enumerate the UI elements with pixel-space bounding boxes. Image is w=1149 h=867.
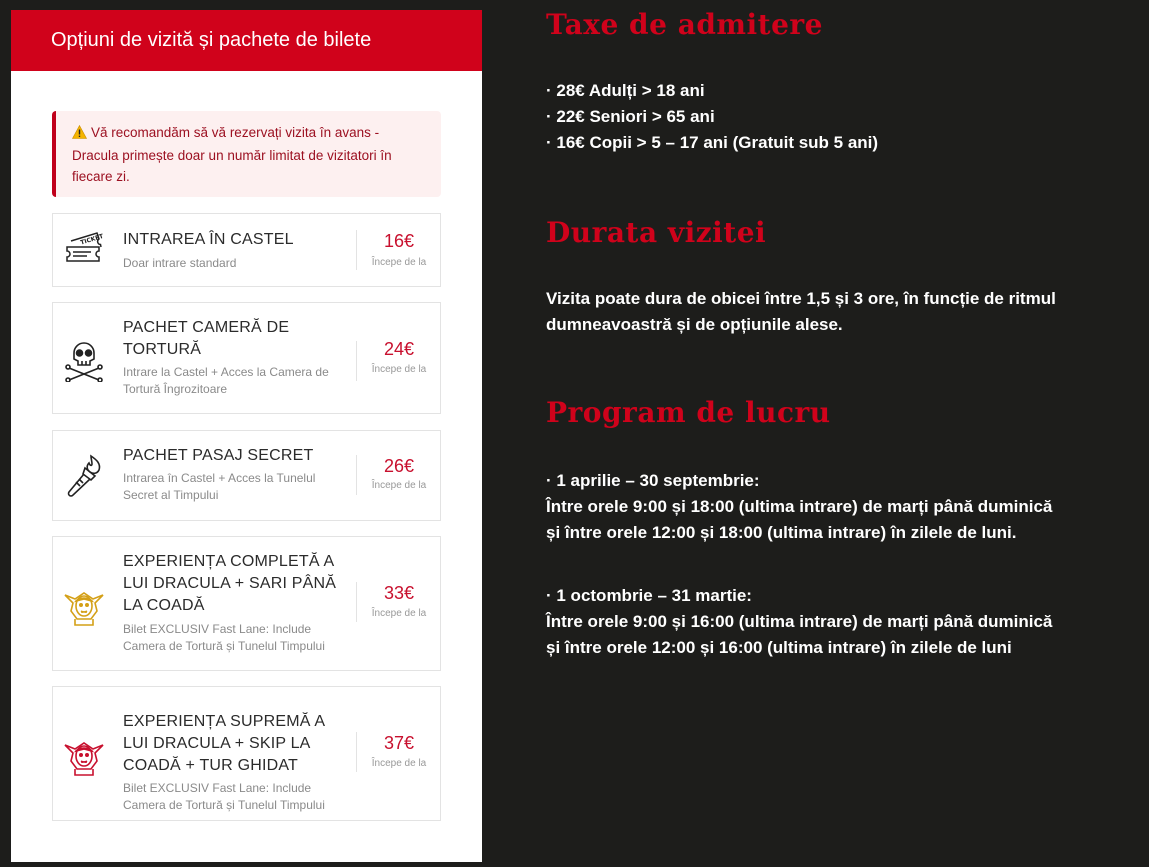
price-from-label: Începe de la — [371, 257, 427, 268]
ticket-description: Doar intrare standard — [123, 256, 237, 270]
duration-heading: Durata vizitei — [546, 216, 767, 249]
ticket-card-complete-experience[interactable] — [52, 536, 441, 671]
summer-period: · 1 aprilie – 30 septembrie: — [546, 471, 760, 490]
ticket-price: 16€ — [383, 231, 415, 251]
duration-line-2: dumneavoastră și de opțiunile alese. — [546, 315, 843, 334]
ticket-title: PACHET CAMERĂ DE TORTURĂ — [123, 319, 290, 358]
ticket-description: Bilet EXCLUSIV Fast Lane: Include Camera de Tortură și Tunelul Timpului — [123, 781, 325, 812]
summer-hours-monday: și între orele 12:00 și 18:00 (ultima intrare) în zilele de luni. — [546, 523, 1017, 542]
fee-children: · 16€ Copii > 5 – 17 ani (Gratuit sub 5 ani) — [546, 133, 879, 152]
winter-hours-weekdays: Între orele 9:00 și 16:00 (ultima intrare) de marți până duminică — [546, 612, 1053, 631]
price-from-label: Începe de la — [371, 758, 427, 769]
ticket-card-torture-room[interactable] — [52, 302, 441, 414]
skull-crossbones-icon — [61, 336, 107, 382]
fee-seniors: · 22€ Seniori > 65 ani — [546, 107, 715, 126]
price-from-label: Începe de la — [371, 480, 427, 491]
schedule-heading: Program de lucru — [546, 396, 831, 429]
ticket-options-panel — [11, 10, 482, 862]
ticket-icon — [61, 227, 107, 273]
winter-period: · 1 octombrie – 31 martie: — [546, 586, 752, 605]
ticket-card-secret-passage[interactable] — [52, 430, 441, 521]
panel-title: Opțiuni de vizită și pachete de bilete — [11, 10, 482, 71]
price-from-label: Începe de la — [371, 608, 427, 619]
notice-text: Vă recomandăm să vă rezervați vizita în avans - Dracula primește doar un număr limitat de vizitatori în fiecare zi. — [72, 125, 392, 184]
torch-icon — [61, 452, 107, 498]
ticket-card-castle-entry[interactable] — [52, 213, 441, 287]
svg-text:TICKET: TICKET — [79, 232, 105, 247]
fee-adults: · 28€ Adulți > 18 ani — [546, 81, 705, 100]
winter-hours-monday: și între orele 12:00 și 16:00 (ultima intrare) în zilele de luni — [546, 638, 1012, 657]
dracula-red-icon — [61, 731, 107, 777]
ticket-price: 24€ — [383, 339, 415, 359]
fees-heading: Taxe de admitere — [546, 8, 823, 41]
ticket-price: 26€ — [383, 456, 415, 476]
ticket-description: Intrarea în Castel + Acces la Tunelul Secret al Timpului — [123, 471, 316, 502]
ticket-title: EXPERIENȚA COMPLETĂ A LUI DRACULA + SARI PÂNĂ LA COADĂ — [123, 553, 337, 614]
price-from-label: Începe de la — [371, 364, 427, 375]
ticket-description: Bilet EXCLUSIV Fast Lane: Include Camera de Tortură și Tunelul Timpului — [123, 622, 325, 653]
summer-hours-weekdays: Între orele 9:00 și 18:00 (ultima intrare) de marți până duminică — [546, 497, 1053, 516]
ticket-price: 37€ — [383, 733, 415, 753]
ticket-title: INTRAREA ÎN CASTEL — [123, 231, 294, 248]
ticket-card-supreme-experience[interactable] — [52, 686, 441, 821]
booking-notice — [52, 111, 441, 197]
ticket-title: PACHET PASAJ SECRET — [123, 447, 314, 464]
ticket-price: 33€ — [383, 583, 415, 603]
dracula-gold-icon — [61, 581, 107, 627]
ticket-description: Intrare la Castel + Acces la Camera de Tortură Îngrozitoare — [123, 365, 329, 396]
ticket-title: EXPERIENȚA SUPREMĂ A LUI DRACULA + SKIP LA COADĂ + TUR GHIDAT — [123, 713, 325, 774]
warning-icon — [72, 124, 87, 145]
duration-line-1: Vizita poate dura de obicei între 1,5 și 3 ore, în funcție de ritmul — [546, 289, 1056, 308]
